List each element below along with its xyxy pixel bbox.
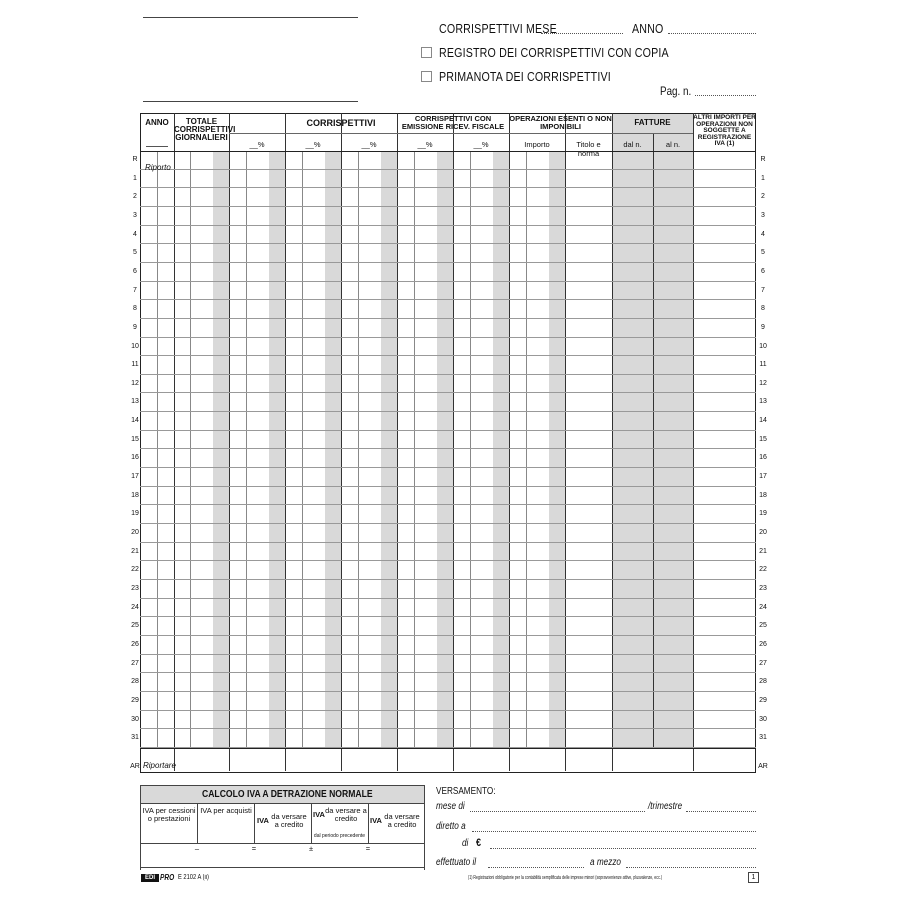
anno-field[interactable] (668, 33, 756, 34)
calc-col3: da versare a credito (271, 812, 307, 829)
row-line (140, 523, 756, 524)
row-number-right: 19 (759, 510, 767, 518)
row-number-right: 27 (759, 659, 767, 667)
row-number-right: 25 (759, 622, 767, 630)
row-line (140, 206, 756, 207)
row-line (140, 392, 756, 393)
row-number-right: 26 (759, 640, 767, 648)
mese-di-field[interactable] (470, 811, 645, 812)
row-line (140, 262, 756, 263)
row-number-right: 10 (759, 342, 767, 350)
option-registro-label: REGISTRO DEI CORRISPETTIVI CON COPIA (439, 45, 669, 60)
row-number-right: 21 (759, 547, 767, 555)
page-number: 1 (748, 872, 759, 883)
row-number-right: R (760, 156, 766, 163)
row-line (140, 728, 756, 729)
row-line (140, 616, 756, 617)
row-number-left: 17 (131, 473, 139, 481)
row-number-left: 2 (133, 193, 137, 201)
row-line (140, 187, 756, 188)
row-line (140, 448, 756, 449)
riporto-label: Riporto (145, 163, 171, 172)
calc-col2: IVA per acquisti (200, 806, 252, 815)
row-number-right: 22 (759, 566, 767, 574)
row-number-left: 24 (131, 603, 139, 611)
footnote: (1) Registrazioni obbligatorie per la contabilità semplificata delle imprese minori (sopravvenienze attive, plusvalenze, ecc.) (468, 875, 663, 881)
option-primanota-label: PRIMANOTA DEI CORRISPETTIVI (439, 69, 611, 84)
op-minus: – (194, 844, 200, 853)
row-number-left: 23 (131, 584, 139, 592)
row-number-right: 13 (759, 398, 767, 406)
row-number-left: 5 (133, 249, 137, 257)
row-line (140, 374, 756, 375)
top-left-line (143, 17, 358, 18)
calc-col4: da versare a credito (325, 806, 367, 823)
row-number-left: 18 (131, 491, 139, 499)
row-number-left: 15 (131, 435, 139, 443)
hdr-fatture: FATTURE (634, 118, 671, 127)
top-left-line-2 (143, 101, 358, 102)
hdr-totale: TOTALE CORRISPETTIVI GIORNALIERI (174, 117, 236, 142)
sub-pct: __% (305, 140, 321, 149)
trimestre-label: /trimestre (648, 801, 683, 812)
row-line (140, 337, 756, 338)
row-line (140, 560, 756, 561)
diretto-field[interactable] (472, 831, 756, 832)
row-number-right: 3 (761, 211, 765, 219)
brand-logo: EDI (141, 874, 159, 882)
calc-col1: IVA per cessioni o prestazioni (142, 806, 196, 823)
sub-pct: __% (473, 140, 489, 149)
mezzo-field[interactable] (626, 867, 756, 868)
row-line (140, 225, 756, 226)
row-number-left: 21 (131, 547, 139, 555)
title-corrispettivi-mese: CORRISPETTIVI MESE (439, 21, 557, 36)
row-number-right: 20 (759, 529, 767, 536)
op-equal: = (251, 844, 257, 853)
row-number-left: 19 (131, 510, 139, 518)
diretto-label: diretto a (436, 821, 466, 832)
row-number-right: 4 (761, 230, 765, 238)
row-number-left: 22 (131, 566, 139, 574)
row-number-right: 12 (759, 379, 767, 387)
op-equal-2: = (365, 844, 371, 853)
effettuato-field[interactable] (488, 867, 584, 868)
row-number-left: 13 (131, 398, 139, 406)
calcolo-title: CALCOLO IVA A DETRAZIONE NORMALE (202, 788, 373, 800)
row-number-right: 17 (759, 473, 767, 481)
effettuato-label: effettuato il (436, 857, 477, 868)
row-number-left: 27 (131, 659, 139, 667)
sub-importo: Importo (524, 140, 550, 149)
row-number-left: 10 (131, 342, 139, 350)
row-line (140, 281, 756, 282)
hdr-corr-emissione: CORRISPETTIVI CON EMISSIONE RICEV. FISCALE (401, 114, 505, 131)
row-number-right: 15 (759, 435, 767, 443)
row-line (140, 299, 756, 300)
riportare-label: Riportare (143, 761, 176, 770)
row-line (140, 243, 756, 244)
row-line (140, 411, 756, 412)
row-number-right: 31 (759, 734, 767, 742)
row-line (140, 169, 756, 170)
row-number-right: 9 (761, 323, 765, 331)
row-number-left: 29 (131, 696, 139, 704)
row-line (140, 747, 756, 748)
row-number-left: 1 (133, 174, 137, 182)
row-number-left: 14 (131, 417, 139, 425)
row-number-left: 25 (131, 622, 139, 630)
row-number-right: 2 (761, 193, 765, 201)
row-number-left: 3 (133, 211, 137, 219)
row-line (140, 504, 756, 505)
calc-col5: da versare a credito (384, 812, 420, 829)
versamento-title: VERSAMENTO: (436, 786, 496, 797)
row-number-right: 30 (759, 715, 767, 723)
hdr-operazioni: OPERAZIONI ESENTI O NON IMPONIBILI (509, 114, 612, 131)
row-line (140, 672, 756, 673)
mese-di-label: mese di (436, 801, 465, 812)
table-border (140, 113, 756, 773)
row-number-left: 11 (131, 361, 139, 369)
row-line (140, 467, 756, 468)
di-label: di (462, 838, 469, 849)
row-line (140, 318, 756, 319)
row-number-left: 8 (133, 305, 137, 313)
row-number-left: 30 (131, 715, 139, 723)
sub-al: al n. (665, 140, 681, 149)
row-number-right: AR (758, 763, 768, 770)
calc-iva-4: IVA (313, 810, 325, 819)
calc-iva-5: IVA (370, 816, 382, 825)
hdr-corrispettivi: CORRISPETTIVI (306, 118, 376, 128)
row-number-right: 16 (759, 454, 767, 462)
row-number-left: 7 (133, 286, 137, 294)
mese-field[interactable] (541, 33, 623, 34)
row-number-left: R (132, 156, 138, 163)
row-line (140, 598, 756, 599)
row-number-left: 20 (131, 529, 139, 536)
checkbox-primanota[interactable] (421, 71, 432, 82)
row-number-left: 12 (131, 379, 139, 387)
row-number-left: 31 (131, 734, 139, 742)
hdr-anno: ANNO (145, 118, 169, 127)
row-number-right: 23 (759, 584, 767, 592)
mezzo-label: a mezzo (590, 857, 621, 868)
page-number-field[interactable] (695, 95, 756, 96)
row-line (140, 355, 756, 356)
sub-dal: dal n. (623, 140, 642, 149)
calcolo-iva-box (140, 785, 424, 871)
form-code: E 2102 A (ii) (178, 874, 209, 881)
row-line (140, 486, 756, 487)
importo-field[interactable] (490, 848, 756, 849)
row-number-right: 1 (761, 174, 765, 182)
trimestre-field[interactable] (686, 811, 756, 812)
brand-logo-2: PRO (160, 873, 175, 882)
sub-pct: __% (361, 140, 377, 149)
row-number-right: 11 (759, 361, 767, 369)
row-number-right: 18 (759, 491, 767, 499)
row-number-right: 24 (759, 603, 767, 611)
row-line (140, 710, 756, 711)
row-number-left: 4 (133, 230, 137, 238)
sub-pct: __% (417, 140, 433, 149)
sub-titolo: Titolo e norma (576, 140, 601, 158)
row-number-right: 7 (761, 286, 765, 294)
euro-symbol: € (476, 837, 482, 849)
calc-col4-note: dal periodo precedente (313, 833, 366, 839)
row-number-left: 26 (131, 640, 139, 648)
calc-iva-3: IVA (257, 816, 269, 825)
row-number-right: 8 (761, 305, 765, 313)
page-label: Pag. n. (660, 84, 692, 98)
row-line (140, 654, 756, 655)
row-line (140, 635, 756, 636)
row-line (140, 542, 756, 543)
anno-label: ANNO (632, 21, 664, 36)
row-number-right: 29 (759, 696, 767, 704)
op-plusminus: ± (308, 844, 314, 853)
row-line (140, 430, 756, 431)
row-number-right: 28 (759, 678, 767, 686)
row-number-left: AR (130, 763, 140, 770)
row-number-right: 14 (759, 417, 767, 425)
row-line (140, 579, 756, 580)
row-number-left: 6 (133, 267, 137, 275)
row-number-left: 28 (131, 678, 139, 686)
row-line (140, 691, 756, 692)
checkbox-registro[interactable] (421, 47, 432, 58)
sub-pct: __% (249, 140, 265, 149)
row-number-right: 5 (761, 249, 765, 257)
row-number-left: 16 (131, 454, 139, 462)
hdr-altri: ALTRI IMPORTI PER OPERAZIONI NON SOGGETTE A REGISTRAZIONE IVA (1) (693, 114, 756, 147)
row-number-right: 6 (761, 267, 765, 275)
corrispettivi-table (140, 113, 756, 773)
row-number-left: 9 (133, 323, 137, 331)
